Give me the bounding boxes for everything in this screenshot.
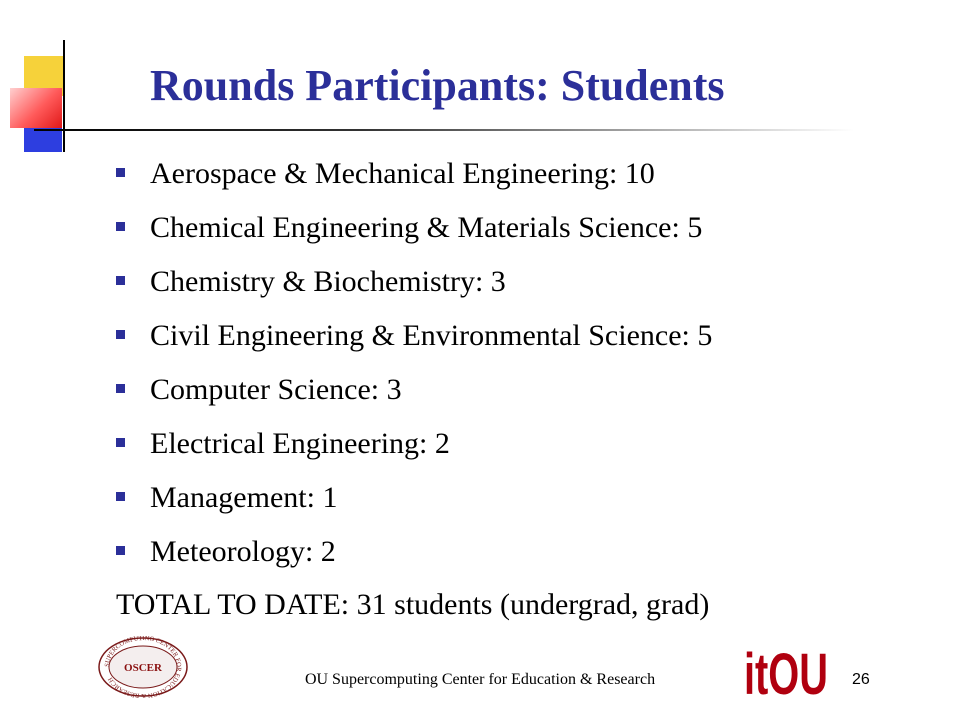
slide-title: Rounds Participants: Students: [150, 61, 725, 110]
deco-red-square: [10, 88, 62, 128]
bullet-item: [112, 422, 712, 476]
bullet-item: [112, 368, 712, 422]
bullet-item: [112, 476, 712, 530]
square-bullet-icon: [116, 276, 125, 285]
total-line: TOTAL TO DATE: 31 students (undergrad, grad): [116, 588, 710, 621]
bullet-text: Computer Science: 3: [150, 373, 402, 406]
bullet-item: [112, 206, 712, 260]
bullet-item: [112, 152, 712, 206]
bullet-list: [112, 152, 712, 584]
square-bullet-icon: [116, 492, 125, 501]
bullet-text: Civil Engineering & Environmental Science: 5: [150, 319, 713, 352]
oscer-seal-icon: [97, 636, 189, 698]
square-bullet-icon: [116, 168, 125, 177]
square-bullet-icon: [116, 438, 125, 447]
seal-center-text: OSCER: [124, 662, 162, 674]
bullet-item: [112, 314, 712, 368]
deco-vertical-line: [63, 40, 65, 152]
seal-ring-text: SUPERCOMPUTING CENTER FOR EDUCATION & RESEARCH: [103, 636, 183, 698]
bullet-text: Meteorology: 2: [150, 535, 336, 568]
bullet-text: Chemistry & Biochemistry: 3: [150, 265, 506, 298]
page-number: 26: [852, 671, 870, 688]
bullet-text: Management: 1: [150, 481, 338, 514]
deco-blue-square: [24, 128, 62, 152]
square-bullet-icon: [116, 222, 125, 231]
square-bullet-icon: [116, 546, 125, 555]
bullet-item: [112, 260, 712, 314]
bullet-text: Chemical Engineering & Materials Science: 5: [150, 211, 703, 244]
footer-text: OU Supercomputing Center for Education & Research: [304, 671, 656, 688]
square-bullet-icon: [116, 330, 125, 339]
square-bullet-icon: [116, 384, 125, 393]
logo-text: itOU: [744, 642, 828, 698]
bullet-text: Electrical Engineering: 2: [150, 427, 450, 460]
title-underline: [34, 129, 854, 131]
bullet-item: [112, 530, 712, 584]
bullet-text: Aerospace & Mechanical Engineering: 10: [150, 157, 655, 190]
it-ou-logo-icon: [744, 640, 828, 698]
